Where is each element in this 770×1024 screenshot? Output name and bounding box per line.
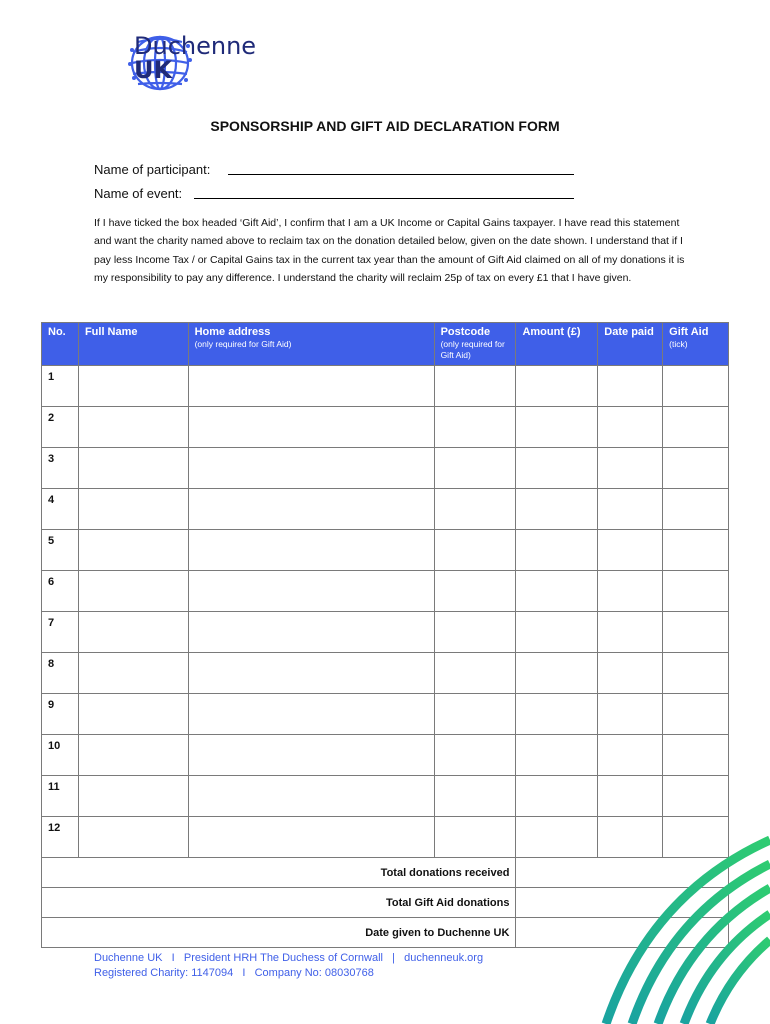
postcode-cell[interactable] xyxy=(434,366,516,407)
row-number: 12 xyxy=(42,817,79,858)
date-paid-cell[interactable] xyxy=(598,407,663,448)
gift-aid-cell[interactable] xyxy=(663,612,729,653)
brand-wordmark xyxy=(134,34,256,82)
full-name-cell[interactable] xyxy=(78,489,188,530)
event-line[interactable] xyxy=(194,197,574,199)
amount-cell[interactable] xyxy=(516,735,598,776)
col-gift-aid: Gift Aid (tick) xyxy=(663,323,729,366)
gift-aid-cell[interactable] xyxy=(663,653,729,694)
participant-field[interactable] xyxy=(94,162,576,177)
row-number: 6 xyxy=(42,571,79,612)
postcode-cell[interactable] xyxy=(434,612,516,653)
date-paid-cell[interactable] xyxy=(598,571,663,612)
date-paid-cell[interactable] xyxy=(598,612,663,653)
date-given-label: Date given to Duchenne UK xyxy=(42,918,516,948)
gift-aid-cell[interactable] xyxy=(663,735,729,776)
date-paid-cell[interactable] xyxy=(598,776,663,817)
amount-cell[interactable] xyxy=(516,694,598,735)
postcode-cell[interactable] xyxy=(434,817,516,858)
gift-aid-cell[interactable] xyxy=(663,571,729,612)
event-label: Name of event: xyxy=(94,186,183,201)
postcode-cell[interactable] xyxy=(434,489,516,530)
gift-aid-cell[interactable] xyxy=(663,448,729,489)
amount-cell[interactable] xyxy=(516,612,598,653)
full-name-cell[interactable] xyxy=(78,448,188,489)
form-title: SPONSORSHIP AND GIFT AID DECLARATION FORM xyxy=(210,118,560,134)
table-row xyxy=(42,653,729,694)
full-name-cell[interactable] xyxy=(78,530,188,571)
gift-aid-cell[interactable] xyxy=(663,489,729,530)
full-name-cell[interactable] xyxy=(78,571,188,612)
amount-cell[interactable] xyxy=(516,571,598,612)
postcode-cell[interactable] xyxy=(434,694,516,735)
home-address-cell[interactable] xyxy=(188,735,434,776)
gift-aid-cell[interactable] xyxy=(663,694,729,735)
col-no: No. xyxy=(42,323,79,366)
gift-aid-cell[interactable] xyxy=(663,366,729,407)
full-name-cell[interactable] xyxy=(78,612,188,653)
row-number: 8 xyxy=(42,653,79,694)
row-number: 9 xyxy=(42,694,79,735)
row-number: 4 xyxy=(42,489,79,530)
row-number: 3 xyxy=(42,448,79,489)
postcode-cell[interactable] xyxy=(434,448,516,489)
col-home-address: Home address (only required for Gift Aid) xyxy=(188,323,434,366)
total-donations-label: Total donations received xyxy=(42,858,516,888)
full-name-cell[interactable] xyxy=(78,776,188,817)
home-address-cell[interactable] xyxy=(188,817,434,858)
event-field[interactable] xyxy=(94,186,576,201)
amount-cell[interactable] xyxy=(516,776,598,817)
row-number: 2 xyxy=(42,407,79,448)
table-row xyxy=(42,448,729,489)
date-paid-cell[interactable] xyxy=(598,530,663,571)
postcode-cell[interactable] xyxy=(434,776,516,817)
total-gift-aid-label: Total Gift Aid donations xyxy=(42,888,516,918)
home-address-cell[interactable] xyxy=(188,530,434,571)
home-address-cell[interactable] xyxy=(188,694,434,735)
row-number: 11 xyxy=(42,776,79,817)
date-paid-cell[interactable] xyxy=(598,653,663,694)
amount-cell[interactable] xyxy=(516,653,598,694)
gift-aid-cell[interactable] xyxy=(663,530,729,571)
brand-name-line2: UK xyxy=(134,56,173,84)
table-row xyxy=(42,694,729,735)
amount-cell[interactable] xyxy=(516,366,598,407)
gift-aid-cell[interactable] xyxy=(663,776,729,817)
participant-line[interactable] xyxy=(228,173,574,175)
home-address-cell[interactable] xyxy=(188,571,434,612)
table-row xyxy=(42,407,729,448)
date-paid-cell[interactable] xyxy=(598,694,663,735)
gift-aid-cell[interactable] xyxy=(663,407,729,448)
decorative-swirl-icon xyxy=(570,834,770,1024)
full-name-cell[interactable] xyxy=(78,407,188,448)
home-address-cell[interactable] xyxy=(188,612,434,653)
gift-aid-declaration: If I have ticked the box headed ‘Gift Aid’, I confirm that I am a UK Income or Capital Gains taxpayer. I have read this statement and want the charity named above to reclaim tax on the donation detailed below, given on the date shown. I understand that if I pay less Income Tax / or Capital Gains tax in the current tax year than the amount of Gift Aid claimed on all of my donations it is my responsibility to pay any difference. I understand the charity will reclaim 25p of tax on every £1 that I have given. xyxy=(94,217,685,285)
full-name-cell[interactable] xyxy=(78,735,188,776)
amount-cell[interactable] xyxy=(516,489,598,530)
date-paid-cell[interactable] xyxy=(598,448,663,489)
postcode-cell[interactable] xyxy=(434,653,516,694)
home-address-cell[interactable] xyxy=(188,776,434,817)
table-row xyxy=(42,530,729,571)
col-full-name: Full Name xyxy=(78,323,188,366)
full-name-cell[interactable] xyxy=(78,694,188,735)
home-address-cell[interactable] xyxy=(188,366,434,407)
col-postcode: Postcode (only required for Gift Aid) xyxy=(434,323,516,366)
home-address-cell[interactable] xyxy=(188,489,434,530)
date-paid-cell[interactable] xyxy=(598,366,663,407)
col-date-paid: Date paid xyxy=(598,323,663,366)
participant-label: Name of participant: xyxy=(94,162,211,177)
table-row xyxy=(42,612,729,653)
full-name-cell[interactable] xyxy=(78,817,188,858)
table-row xyxy=(42,776,729,817)
brand-name-line1: Duchenne xyxy=(134,32,257,60)
footer-line1: Duchenne UK I President HRH The Duchess of Cornwall | duchenneuk.org xyxy=(94,952,484,964)
row-number: 7 xyxy=(42,612,79,653)
row-number: 5 xyxy=(42,530,79,571)
amount-cell[interactable] xyxy=(516,530,598,571)
table-row xyxy=(42,366,729,407)
table-row xyxy=(42,571,729,612)
postcode-cell[interactable] xyxy=(434,407,516,448)
row-number: 1 xyxy=(42,366,79,407)
home-address-cell[interactable] xyxy=(188,653,434,694)
full-name-cell[interactable] xyxy=(78,653,188,694)
table-row xyxy=(42,489,729,530)
date-paid-cell[interactable] xyxy=(598,489,663,530)
date-paid-cell[interactable] xyxy=(598,735,663,776)
col-amount: Amount (£) xyxy=(516,323,598,366)
footer xyxy=(94,951,483,981)
postcode-cell[interactable] xyxy=(434,530,516,571)
home-address-cell[interactable] xyxy=(188,407,434,448)
amount-cell[interactable] xyxy=(516,448,598,489)
footer-line2: Registered Charity: 1147094 I Company No: 08030768 xyxy=(94,967,374,979)
amount-cell[interactable] xyxy=(516,407,598,448)
postcode-cell[interactable] xyxy=(434,735,516,776)
table-row xyxy=(42,735,729,776)
postcode-cell[interactable] xyxy=(434,571,516,612)
row-number: 10 xyxy=(42,735,79,776)
home-address-cell[interactable] xyxy=(188,448,434,489)
full-name-cell[interactable] xyxy=(78,366,188,407)
table-header-row xyxy=(42,323,729,366)
